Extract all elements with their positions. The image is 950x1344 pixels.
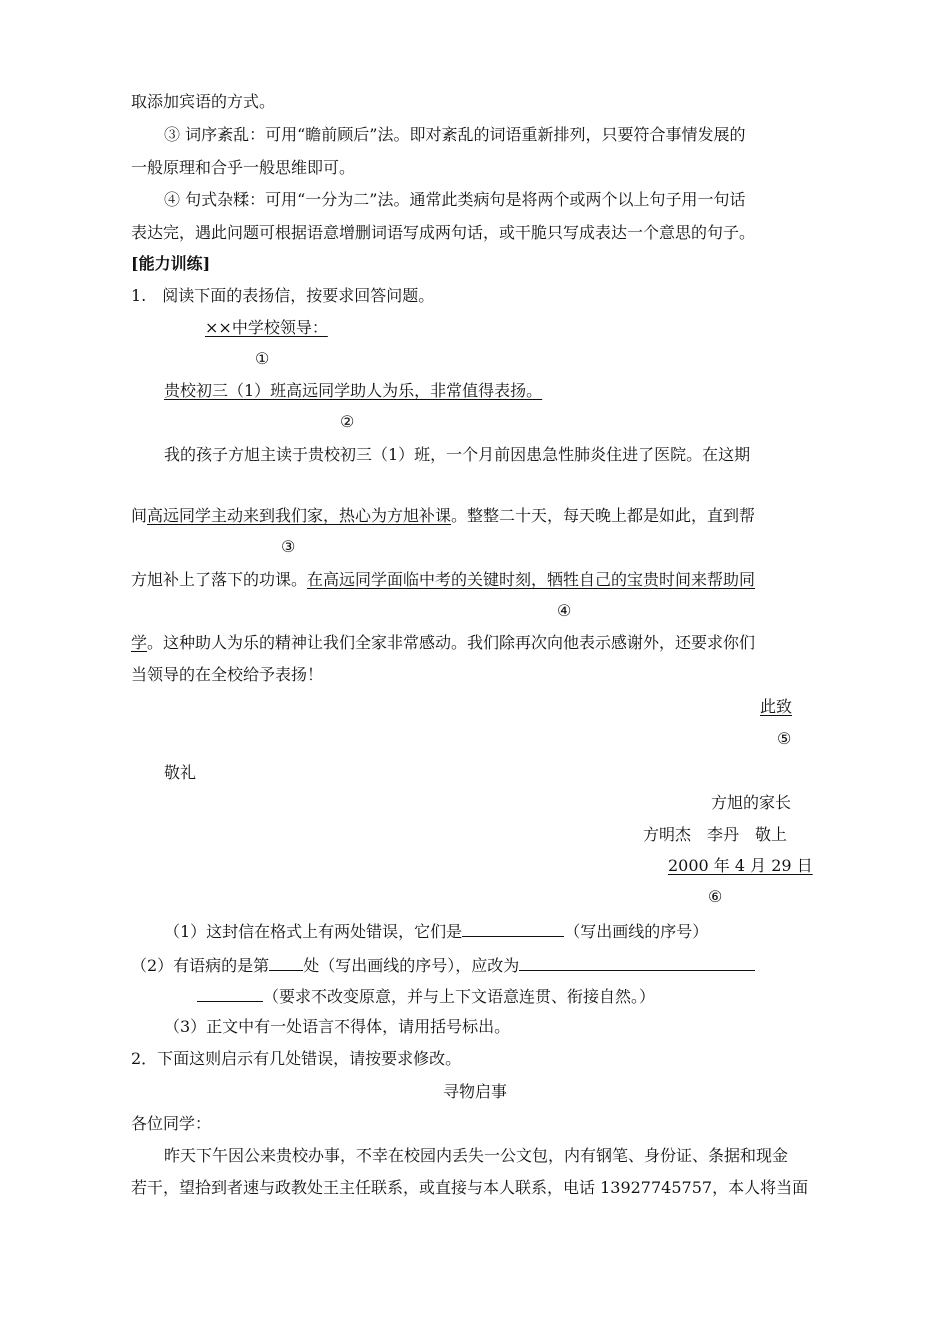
underlined-phrase-4: 在高远同学面临中考的关键时刻，牺牲自己的宝贵时间来帮助同 [307, 570, 756, 589]
letter-date: 2000 年 4 月 29 日 [668, 856, 813, 875]
letter-sentence-1: 贵校初三（1）班高远同学助人为乐，非常值得表扬。 [164, 381, 543, 400]
answer-blank[interactable] [519, 956, 755, 971]
underlined-phrase-4-end: 学 [131, 633, 148, 652]
letter-salutation: ××中学校领导： [205, 318, 328, 337]
letter-signers: 方明杰 李丹 敬上 [643, 825, 788, 844]
notice-greeting: 各位同学： [131, 1114, 212, 1133]
marker-2: ② [340, 412, 355, 431]
text-span: 。这种助人为乐的精神让我们全家非常感动。我们除再次向他表示感谢外，还要求你们 [147, 633, 756, 652]
answer-blank[interactable] [197, 987, 263, 1002]
letter-signer-title: 方旭的家长 [711, 793, 792, 812]
notice-title: 寻物启事 [443, 1082, 508, 1101]
question-1-2 [131, 956, 755, 974]
question-text: 处（写出画线的序号），应改为 [303, 956, 520, 975]
question-2-prompt: 2．下面这则启示有几处错误，请按要求修改。 [131, 1049, 462, 1068]
answer-blank[interactable] [269, 956, 303, 971]
underlined-phrase-3: 高远同学主动来到我们家，热心为方旭补课 [147, 506, 452, 525]
text-span: 方旭补上了落下的功课。 [131, 570, 308, 589]
text-line: 表达完，遇此问题可根据语意增删词语写成两句话，或干脆只写成表达一个意思的句子。 [131, 223, 756, 242]
text-line: 一般原理和合乎一般思维即可。 [131, 158, 356, 177]
letter-closing: 此致 [760, 697, 793, 716]
letter-paragraph-line [131, 635, 755, 651]
text-line: ③ 词序紊乱：可用“瞻前顾后”法。即对紊乱的词语重新排列，只要符合事情发展的 [164, 125, 746, 144]
letter-paragraph-line [131, 508, 755, 524]
question-text: （1）这封信在格式上有两处错误，它们是 [164, 922, 463, 941]
section-title: [能力训练] [131, 254, 211, 273]
question-text: （要求不改变原意，并与上下文语意连贯、衔接自然。） [263, 987, 656, 1006]
question-text: （2）有语病的是第 [131, 956, 270, 975]
text-line: ④ 句式杂糅：可用“一分为二”法。通常此类病句是将两个或两个以上句子用一句话 [164, 190, 746, 209]
letter-paragraph-line [131, 572, 755, 588]
answer-blank[interactable] [462, 922, 564, 937]
text-span: 间 [131, 506, 148, 525]
notice-body-line: 若干，望拾到者速与政教处王主任联系，或直接与本人联系，电话 13927745757，本人将当面 [131, 1178, 809, 1197]
marker-6: ⑥ [708, 887, 723, 906]
marker-5: ⑤ [777, 729, 792, 748]
question-1-prompt: 1. 阅读下面的表扬信，按要求回答问题。 [131, 286, 435, 305]
notice-body-line: 昨天下午因公来贵校办事，不幸在校园内丢失一公文包，内有钢笔、身份证、条据和现金 [164, 1146, 789, 1165]
letter-paragraph-line: 当领导的在全校给予表扬！ [131, 665, 324, 684]
text-line: 取添加宾语的方式。 [131, 92, 276, 111]
question-1-1 [164, 922, 708, 940]
question-text: （写出画线的序号） [564, 922, 709, 941]
text-span: 。整整二十天，每天晚上都是如此，直到帮 [451, 506, 756, 525]
question-1-3: （3）正文中有一处语言不得体，请用括号标出。 [164, 1017, 511, 1036]
marker-3: ③ [281, 537, 296, 556]
letter-salute: 敬礼 [164, 763, 197, 782]
question-1-2-note [197, 987, 655, 1005]
marker-1: ① [255, 349, 270, 368]
marker-4: ④ [557, 601, 572, 620]
letter-paragraph-line: 我的孩子方旭主读于贵校初三（1）班，一个月前因患急性肺炎住进了医院。在这期 [164, 445, 751, 464]
